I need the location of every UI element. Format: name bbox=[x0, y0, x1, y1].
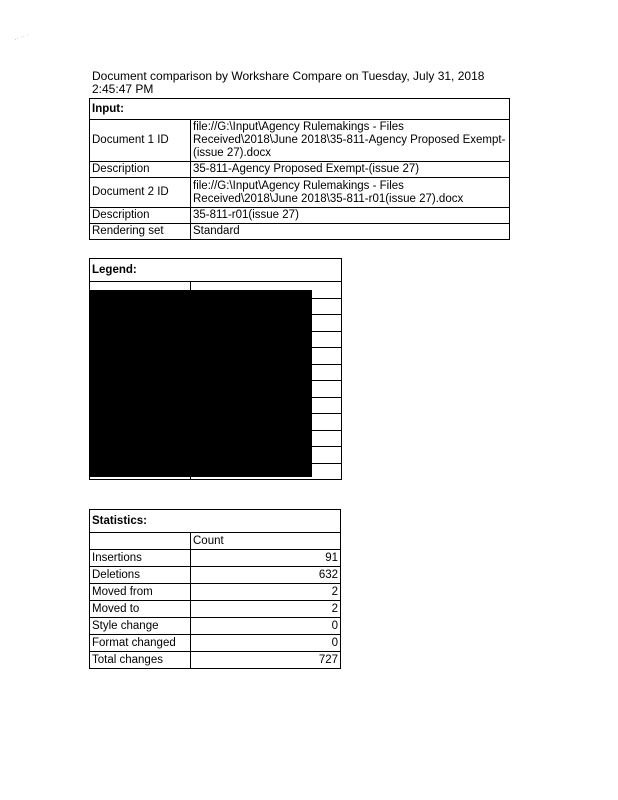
count-header: Count bbox=[191, 533, 341, 550]
rendering-set-value: Standard bbox=[191, 224, 510, 240]
doc2-id-value: file://G:\Input\Agency Rulemakings - Files Received\2018\June 2018\35-811-r01(issue 27).docx bbox=[191, 178, 510, 208]
table-row bbox=[90, 601, 341, 618]
style-change-label: Style change bbox=[90, 618, 191, 635]
moved-to-label: Moved to bbox=[90, 601, 191, 618]
doc1-id-value: file://G:\Input\Agency Rulemakings - Files Received\2018\June 2018\35-811-Agency Proposed Exempt-(issue 27).docx bbox=[191, 120, 510, 162]
format-changed-label: Format changed bbox=[90, 635, 191, 652]
description2-value: 35-811-r01(issue 27) bbox=[191, 208, 510, 224]
table-row bbox=[90, 550, 341, 567]
table-row bbox=[90, 584, 341, 601]
total-changes-count: 727 bbox=[191, 652, 341, 669]
style-change-count: 0 bbox=[191, 618, 341, 635]
total-changes-label: Total changes bbox=[90, 652, 191, 669]
table-row bbox=[90, 618, 341, 635]
statistics-table bbox=[89, 509, 341, 669]
table-row bbox=[90, 567, 341, 584]
rendering-set-label: Rendering set bbox=[90, 224, 191, 240]
table-row bbox=[90, 635, 341, 652]
statistics-header: Statistics: bbox=[90, 510, 341, 533]
insertions-label: Insertions bbox=[90, 550, 191, 567]
moved-to-count: 2 bbox=[191, 601, 341, 618]
doc1-id-label: Document 1 ID bbox=[90, 120, 191, 162]
scan-speck: ·· ·· · bbox=[13, 31, 31, 44]
page-title: Document comparison by Workshare Compare on Tuesday, July 31, 2018 2:45:47 PM bbox=[92, 69, 485, 96]
format-changed-count: 0 bbox=[191, 635, 341, 652]
description2-label: Description bbox=[90, 208, 191, 224]
moved-from-count: 2 bbox=[191, 584, 341, 601]
deletions-count: 632 bbox=[191, 567, 341, 584]
table-row bbox=[90, 652, 341, 669]
input-table bbox=[89, 98, 510, 240]
description1-label: Description bbox=[90, 162, 191, 178]
insertions-count: 91 bbox=[191, 550, 341, 567]
description1-value: 35-811-Agency Proposed Exempt-(issue 27) bbox=[191, 162, 510, 178]
input-header: Input: bbox=[90, 99, 510, 120]
deletions-label: Deletions bbox=[90, 567, 191, 584]
legend-header: Legend: bbox=[90, 259, 342, 282]
doc2-id-label: Document 2 ID bbox=[90, 178, 191, 208]
moved-from-label: Moved from bbox=[90, 584, 191, 601]
redaction-block bbox=[90, 290, 312, 477]
